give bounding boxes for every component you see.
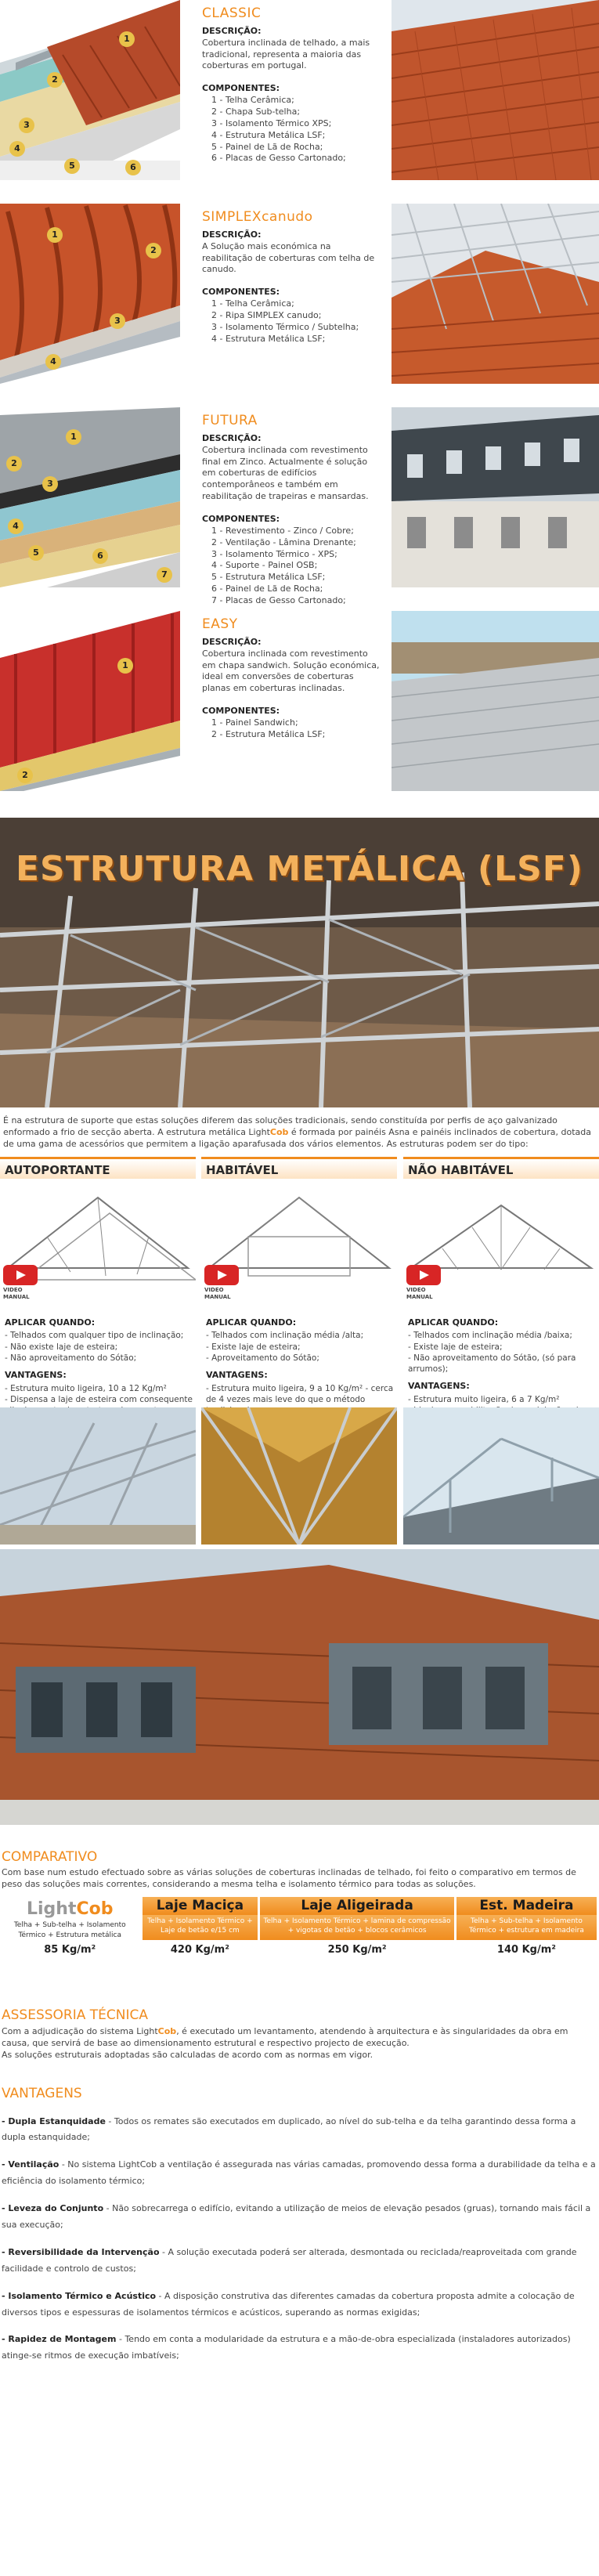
apply-label: APLICAR QUANDO:	[408, 1317, 499, 1328]
lsf-intro	[0, 1107, 599, 1157]
vantagem-item	[2, 2114, 597, 2147]
vantagem-text: - Tendo em conta a modularidade da estrutura e a mão-de-obra especializada (instaladores autorizados) atinge-se ritmos de execução imbatíveis;	[2, 2334, 571, 2361]
description-label: DESCRIÇÃO:	[202, 229, 262, 240]
component-item: 7 - Placas de Gesso Cartonado;	[211, 594, 346, 605]
callout-7: 7	[157, 567, 172, 583]
intro-text: É na estrutura de suporte que estas soluções diferem das soluções tradicionais, sendo constituída por perfis de aço galvanizado enformado a frio de secção aberta. A estrutura metálica Light	[3, 1115, 558, 1137]
callout-5: 5	[28, 545, 44, 561]
col-title: Est. Madeira	[479, 1898, 574, 1914]
structure-photos	[0, 1407, 599, 1545]
vantagem-label: - Leveza do Conjunto	[2, 2203, 104, 2214]
system-title: EASY	[202, 616, 238, 632]
components-label: COMPONENTES:	[202, 83, 280, 94]
vantagem-text: - A disposição construtiva das diferentes camadas da cobertura proposta admite a colocação de diversos tipos e espessuras de isolamentos térmicos e acústicos, superando as normas exigidas;	[2, 2290, 575, 2318]
components-label: COMPONENTES:	[202, 287, 280, 298]
system-title: SIMPLEXcanudo	[202, 209, 313, 225]
col-desc: Telha + Sub-telha + Isolamento Térmico + estrutura em madeira	[468, 1917, 584, 1935]
apply-item: - Telhados com inclinação média /baixa;	[408, 1331, 572, 1341]
component-item: 1 - Painel Sandwich;	[211, 717, 298, 728]
apply-item: - Telhados com inclinação média /alta;	[206, 1331, 364, 1341]
video-label: VIDEO MANUAL	[204, 1286, 231, 1300]
component-item: 2 - Chapa Sub-telha;	[211, 107, 301, 117]
callout-5: 5	[64, 158, 80, 174]
system-title: CLASSIC	[202, 5, 262, 21]
vantagem-item	[2, 2332, 597, 2365]
assessoria-title: ASSESSORIA TÉCNICA	[2, 2007, 148, 2024]
vantagem-label: - Reversibilidade da Intervenção	[2, 2246, 160, 2257]
easy-roof-photo	[392, 611, 599, 791]
vantagem-item	[2, 2289, 597, 2321]
col-desc-cell	[455, 1915, 597, 1940]
callout-2: 2	[146, 243, 161, 258]
advantage-item: - Estrutura muito ligeira, 6 a 7 Kg/m²	[408, 1394, 560, 1404]
vantagem-item	[2, 2201, 597, 2234]
callout-2: 2	[47, 72, 63, 88]
lsf-hero	[0, 818, 599, 1107]
apply-label: APLICAR QUANDO:	[206, 1317, 297, 1328]
apply-list	[206, 1330, 394, 1364]
vantagem-label: - Dupla Estanquidade	[2, 2115, 106, 2126]
description: A Solução mais económica na reabilitação de coberturas com telha de canudo.	[202, 240, 375, 275]
weight-table	[0, 1897, 599, 1960]
easy-text	[202, 616, 384, 741]
advantages-label: VANTAGENS:	[5, 1369, 67, 1380]
col-desc: Telha + Isolamento Térmico + lamina de compressão + vigotas de betão + blocos cerâmicos	[263, 1917, 451, 1935]
simplex-text	[202, 208, 384, 345]
component-item: 2 - Ventilação - Lâmina Drenante;	[211, 537, 356, 547]
components-list	[202, 526, 384, 607]
component-item: 2 - Estrutura Metálica LSF;	[211, 728, 326, 739]
callout-4: 4	[45, 354, 61, 370]
description-label: DESCRIÇÃO:	[202, 25, 262, 36]
brand-name: Cob	[269, 1126, 289, 1137]
advantage-item: - Estrutura muito ligeira, 9 a 10 Kg/m² - cerca de 4 vezes mais leve do que o método	[206, 1383, 394, 1404]
logo-light: Light	[26, 1899, 77, 1919]
col-head	[455, 1897, 597, 1915]
type-nao-habitavel	[403, 1157, 599, 1404]
vantagem-item	[2, 2245, 597, 2278]
lightcob-logo	[0, 1898, 140, 1921]
component-item: 6 - Painel de Lã de Rocha;	[211, 583, 323, 594]
apply-list	[5, 1330, 193, 1364]
vantagem-text: - A solução executada poderá ser alterada, desmontada ou reciclada/reaproveitada com grande facilidade e controlo de custos;	[2, 2246, 577, 2274]
finished-roof-photo	[0, 1549, 599, 1825]
type-title: AUTOPORTANTE	[0, 1157, 196, 1179]
apply-item: - Existe laje de esteira;	[206, 1342, 301, 1352]
autoportante-photo	[0, 1407, 196, 1545]
type-habitavel	[201, 1157, 397, 1404]
advantage-item: - Estrutura muito ligeira, 10 a 12 Kg/m²	[5, 1383, 167, 1393]
brand-name: Cob	[157, 2026, 177, 2037]
callout-1: 1	[119, 31, 135, 47]
assessoria-line2: As soluções estruturais adoptadas são calculadas de acordo com as normas em vigor.	[2, 2049, 373, 2060]
futura-text	[202, 412, 384, 607]
comparison-table	[0, 1897, 599, 1983]
system-simplex	[0, 204, 599, 407]
futura-section-illustration	[0, 407, 180, 587]
col-desc: Telha + Isolamento Térmico + Laje de betão e/15 cm	[147, 1917, 253, 1935]
callout-2: 2	[6, 456, 22, 471]
assessoria-text-end: , é executado um levantamento, atendendo à arquitectura e às singularidades da obra em causa, que servirá de base ao dimensionamento estrutural e respectivo projecto de execução.	[2, 2026, 568, 2048]
description: Cobertura inclinada de telhado, a mais tradicional, representa a maioria das coberturas em portugal.	[202, 37, 370, 71]
video-label: VIDEO MANUAL	[3, 1286, 30, 1300]
component-item: 5 - Estrutura Metálica LSF;	[211, 572, 326, 583]
component-item: 4 - Suporte - Painel OSB;	[211, 560, 318, 571]
assessoria-text-start: Com a adjudicação do sistema Light	[2, 2026, 158, 2037]
lightcob-desc: Telha + Sub-telha + Isolamento Térmico + Estrutura metálica	[13, 1921, 126, 1939]
vantagem-text: - No sistema LightCob a ventilação é assegurada nas várias camadas, promovendo dessa forma a durabilidade da telha e a eficiência do isolamento térmico;	[2, 2159, 596, 2187]
apply-item: - Não aproveitamento do Sótão, (só para arrumos);	[408, 1353, 576, 1374]
classic-section-illustration	[0, 0, 180, 180]
callout-3: 3	[19, 117, 34, 133]
structure-types	[0, 1157, 599, 1407]
col-desc-cell	[259, 1915, 456, 1940]
component-item: 5 - Painel de Lã de Rocha;	[211, 141, 323, 152]
play-icon[interactable]	[204, 1265, 239, 1285]
assessoria-text	[0, 2026, 599, 2050]
nao-habitavel-photo	[403, 1407, 599, 1545]
lightcob-cell	[0, 1897, 141, 1940]
comparativo-text: Com base num estudo efectuado sobre as várias soluções de coberturas inclinadas de telhado, foi feito o comparativo em termos de peso das soluções mais correntes, considerando a mesma telha e isolamento térmico para todas as soluções.	[2, 1867, 576, 1890]
col-value: 420 Kg/m²	[141, 1940, 259, 1960]
type-autoportante	[0, 1157, 196, 1404]
classic-text	[202, 5, 384, 164]
intro-text-cont: é formada por painéis Asna e painéis inclinados de cobertura, dotada de uma gama de acessórios que permitem a ligação aparafusada dos vários elementos. As estruturas podem ser do tipo:	[3, 1126, 592, 1149]
description-label: DESCRIÇÃO:	[202, 636, 262, 647]
callout-3: 3	[42, 476, 58, 492]
vantagem-text: - Não sobrecarrega o edifício, evitando a utilização de meios de elevação pesados (gruas), tornando mais fácil a sua execução;	[2, 2203, 591, 2231]
component-item: 1 - Telha Cerâmica;	[211, 298, 294, 309]
video-manual-link[interactable]	[406, 1265, 453, 1302]
component-item: 3 - Isolamento Térmico - XPS;	[211, 548, 337, 559]
col-head	[259, 1897, 456, 1915]
system-classic	[0, 0, 599, 204]
lightcob-value: 85 Kg/m²	[0, 1940, 141, 1960]
callout-2: 2	[17, 768, 33, 783]
lsf-title: ESTRUTURA METÁLICA (LSF)	[16, 849, 583, 889]
habitavel-photo	[201, 1407, 397, 1545]
vantagem-label: - Isolamento Térmico e Acústico	[2, 2290, 157, 2301]
apply-item: - Não aproveitamento do Sótão;	[5, 1353, 137, 1363]
callout-6: 6	[92, 548, 108, 564]
advantages-label: VANTAGENS:	[408, 1381, 470, 1392]
vantagens-list	[0, 2114, 599, 2365]
classic-roof-photo	[392, 0, 599, 180]
component-item: 6 - Placas de Gesso Cartonado;	[211, 153, 346, 164]
system-futura	[0, 407, 599, 611]
logo-cob: Cob	[76, 1899, 114, 1919]
video-manual-link[interactable]	[204, 1265, 251, 1302]
video-label: VIDEO MANUAL	[406, 1286, 433, 1300]
easy-section-illustration	[0, 611, 180, 791]
simplex-section-illustration	[0, 204, 180, 384]
callout-4: 4	[8, 518, 23, 534]
apply-item: - Telhados com qualquer tipo de inclinação;	[5, 1331, 184, 1341]
component-item: 1 - Telha Cerâmica;	[211, 95, 294, 106]
callout-6: 6	[125, 160, 141, 175]
callout-1: 1	[47, 227, 63, 243]
system-title: FUTURA	[202, 413, 258, 428]
play-icon[interactable]	[3, 1265, 38, 1285]
type-title: HABITÁVEL	[201, 1157, 397, 1179]
col-title: Laje Aligeirada	[301, 1898, 413, 1914]
video-manual-link[interactable]	[3, 1265, 50, 1302]
apply-list	[408, 1330, 596, 1375]
vantagem-text: - Todos os remates são executados em duplicado, ao nível do sub-telha e da telha garantindo dessa forma a dupla estanquidade;	[2, 2115, 576, 2143]
vantagem-label: - Ventilação	[2, 2159, 60, 2170]
component-item: 4 - Estrutura Metálica LSF;	[211, 333, 326, 344]
description: Cobertura inclinada com revestimento final em Zinco. Actualmente é solução em coberturas de edifícios contemporâneos e também em reabilitação de trapeiras e mansardas.	[202, 444, 369, 502]
apply-item: - Aproveitamento do Sótão;	[206, 1353, 319, 1363]
col-desc-cell	[141, 1915, 259, 1940]
vantagem-item	[2, 2157, 597, 2190]
apply-item: - Não existe laje de esteira;	[5, 1342, 118, 1352]
components-list	[202, 95, 384, 164]
component-item: 4 - Estrutura Metálica LSF;	[211, 129, 326, 140]
col-value: 140 Kg/m²	[455, 1940, 597, 1960]
callout-3: 3	[110, 313, 125, 329]
callout-1: 1	[117, 658, 133, 674]
vantagem-label: - Rapidez de Montagem	[2, 2334, 117, 2345]
futura-building-photo	[392, 407, 599, 587]
simplex-roof-photo	[392, 204, 599, 384]
advantages-label: VANTAGENS:	[206, 1369, 268, 1380]
component-item: 3 - Isolamento Térmico XPS;	[211, 117, 332, 128]
components-list	[202, 298, 384, 345]
col-title: Laje Maciça	[156, 1898, 244, 1914]
comparativo-title: COMPARATIVO	[2, 1848, 98, 1865]
description-label: DESCRIÇÃO:	[202, 432, 262, 443]
description: Cobertura inclinada com revestimento em chapa sandwich. Solução económica, ideal em conversões de coberturas planas em coberturas inclinadas.	[202, 648, 380, 694]
apply-label: APLICAR QUANDO:	[5, 1317, 96, 1328]
component-item: 1 - Revestimento - Zinco / Cobre;	[211, 525, 354, 536]
advantage-item: - Dispensa a laje de esteira com consequente	[5, 1394, 193, 1404]
components-label: COMPONENTES:	[202, 514, 280, 524]
col-value: 250 Kg/m²	[259, 1940, 456, 1960]
vantagens-title: VANTAGENS	[2, 2085, 82, 2101]
type-title: NÃO HABITÁVEL	[403, 1157, 599, 1179]
system-easy	[0, 611, 599, 815]
col-head	[141, 1897, 259, 1915]
component-item: 2 - Ripa SIMPLEX canudo;	[211, 310, 322, 320]
component-item: 3 - Isolamento Térmico / Subtelha;	[211, 321, 359, 332]
callout-1: 1	[66, 429, 81, 445]
callout-4: 4	[9, 141, 25, 157]
apply-item: - Existe laje de esteira;	[408, 1342, 503, 1352]
components-label: COMPONENTES:	[202, 706, 280, 717]
play-icon[interactable]	[406, 1265, 441, 1285]
components-list	[202, 717, 384, 741]
